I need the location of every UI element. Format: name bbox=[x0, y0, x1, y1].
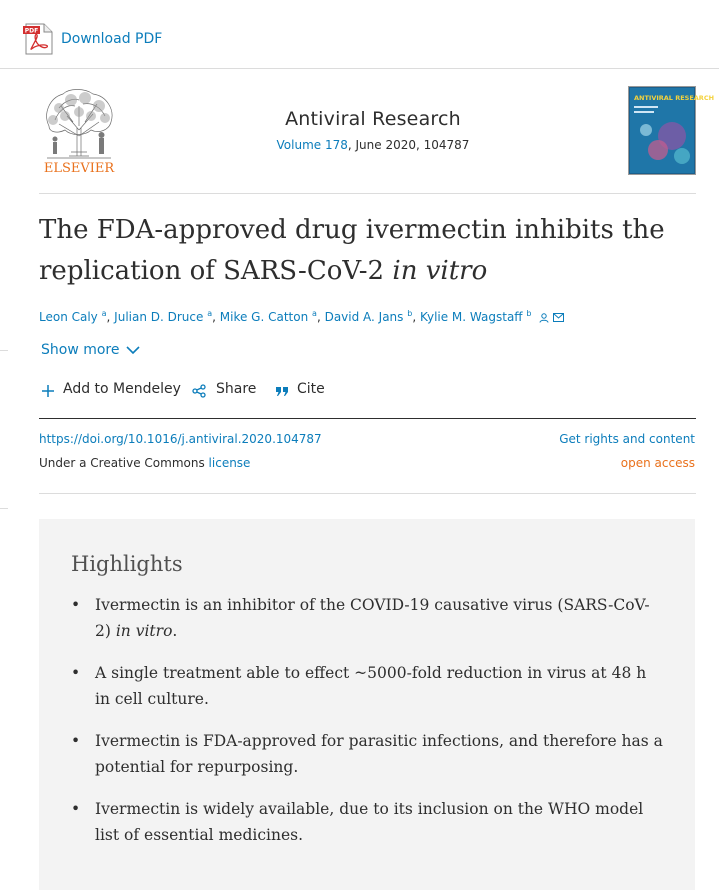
open-access-badge: open access bbox=[620, 456, 695, 470]
cite-button[interactable] bbox=[275, 381, 325, 397]
download-pdf-link[interactable]: Download PDF bbox=[61, 31, 163, 47]
volume-link[interactable]: Volume 178 bbox=[276, 138, 348, 152]
journal-header bbox=[230, 108, 516, 152]
pdf-file-icon[interactable] bbox=[23, 23, 53, 55]
chevron-down-icon[interactable] bbox=[126, 346, 140, 355]
affiliation-marker[interactable]: a bbox=[312, 309, 317, 318]
highlights-heading: Highlights bbox=[71, 552, 183, 576]
highlights-list bbox=[71, 592, 663, 864]
show-more-toggle[interactable] bbox=[41, 342, 140, 358]
email-icon[interactable] bbox=[553, 313, 564, 322]
highlights-section bbox=[39, 519, 695, 890]
top-bar bbox=[0, 0, 719, 69]
highlight-item: • Ivermectin is an inhibitor of the COVID-19 causative virus (SARS-CoV-2) in vitro. bbox=[71, 592, 663, 644]
mendeley-label[interactable]: Add to Mendeley bbox=[63, 381, 181, 397]
elsevier-wordmark: ELSEVIER bbox=[43, 161, 115, 176]
highlight-item: • Ivermectin is widely available, due to its inclusion on the WHO model list of essential medicines. bbox=[71, 796, 663, 848]
pdf-icon-label: PDF bbox=[24, 27, 39, 35]
plus-icon bbox=[41, 384, 55, 398]
affiliation-marker[interactable]: b bbox=[407, 309, 413, 318]
journal-cover-thumbnail[interactable] bbox=[628, 86, 715, 175]
highlight-item: • Ivermectin is FDA-approved for parasitic infections, and therefore has a potential for repurposing. bbox=[71, 728, 663, 780]
article-title-italic: in vitro bbox=[392, 256, 488, 286]
cover-title: ANTIVIRAL RESEARCH bbox=[634, 94, 715, 102]
quote-icon bbox=[275, 384, 289, 398]
author-list: Leon Caly $^a$, Julian D. Druce $^a$, Mike G. Catton $^a$, David A. Jans $^b$, Kylie M. Wagstaff $^b$ bbox=[39, 309, 564, 324]
show-more-label[interactable]: Show more bbox=[41, 342, 120, 358]
author-link[interactable]: Mike G. Catton bbox=[219, 310, 309, 324]
author-link[interactable]: Kylie M. Wagstaff bbox=[419, 310, 523, 324]
highlight-item: • A single treatment able to effect ~5000-fold reduction in virus at 48 h in cell culture. bbox=[71, 660, 663, 712]
affiliation-marker[interactable]: a bbox=[207, 309, 213, 318]
author-link[interactable]: David A. Jans bbox=[324, 310, 404, 324]
add-to-mendeley-button[interactable] bbox=[39, 381, 181, 397]
journal-title-link[interactable]: Antiviral Research bbox=[285, 108, 461, 130]
affiliation-marker[interactable]: a bbox=[101, 309, 107, 318]
share-button[interactable] bbox=[192, 381, 256, 397]
article-title: The FDA-approved drug ivermectin inhibits the replication of SARS-CoV-2 in vitro bbox=[39, 215, 665, 286]
author-link[interactable]: Julian D. Druce bbox=[114, 310, 204, 324]
page-edge-mark bbox=[0, 350, 8, 351]
affiliation-marker[interactable]: b bbox=[526, 309, 532, 318]
person-icon[interactable] bbox=[539, 313, 549, 323]
actions-divider bbox=[39, 418, 696, 419]
author-link[interactable]: Leon Caly bbox=[39, 310, 98, 324]
get-rights-link[interactable]: Get rights and content bbox=[559, 432, 695, 446]
cite-label[interactable]: Cite bbox=[297, 381, 325, 397]
license-statement: Under a Creative Commons license bbox=[39, 456, 251, 470]
page-edge-mark bbox=[0, 508, 8, 509]
issue-date: , June 2020, 104787 bbox=[347, 138, 470, 152]
elsevier-logo[interactable] bbox=[39, 86, 119, 176]
share-icon bbox=[192, 384, 206, 398]
meta-divider bbox=[39, 493, 696, 494]
share-label[interactable]: Share bbox=[216, 381, 257, 397]
doi-link[interactable]: https://doi.org/10.1016/j.antiviral.2020.104787 bbox=[39, 432, 322, 446]
license-link[interactable]: license bbox=[208, 456, 251, 470]
journal-meta bbox=[230, 138, 516, 152]
header-divider bbox=[39, 193, 696, 194]
